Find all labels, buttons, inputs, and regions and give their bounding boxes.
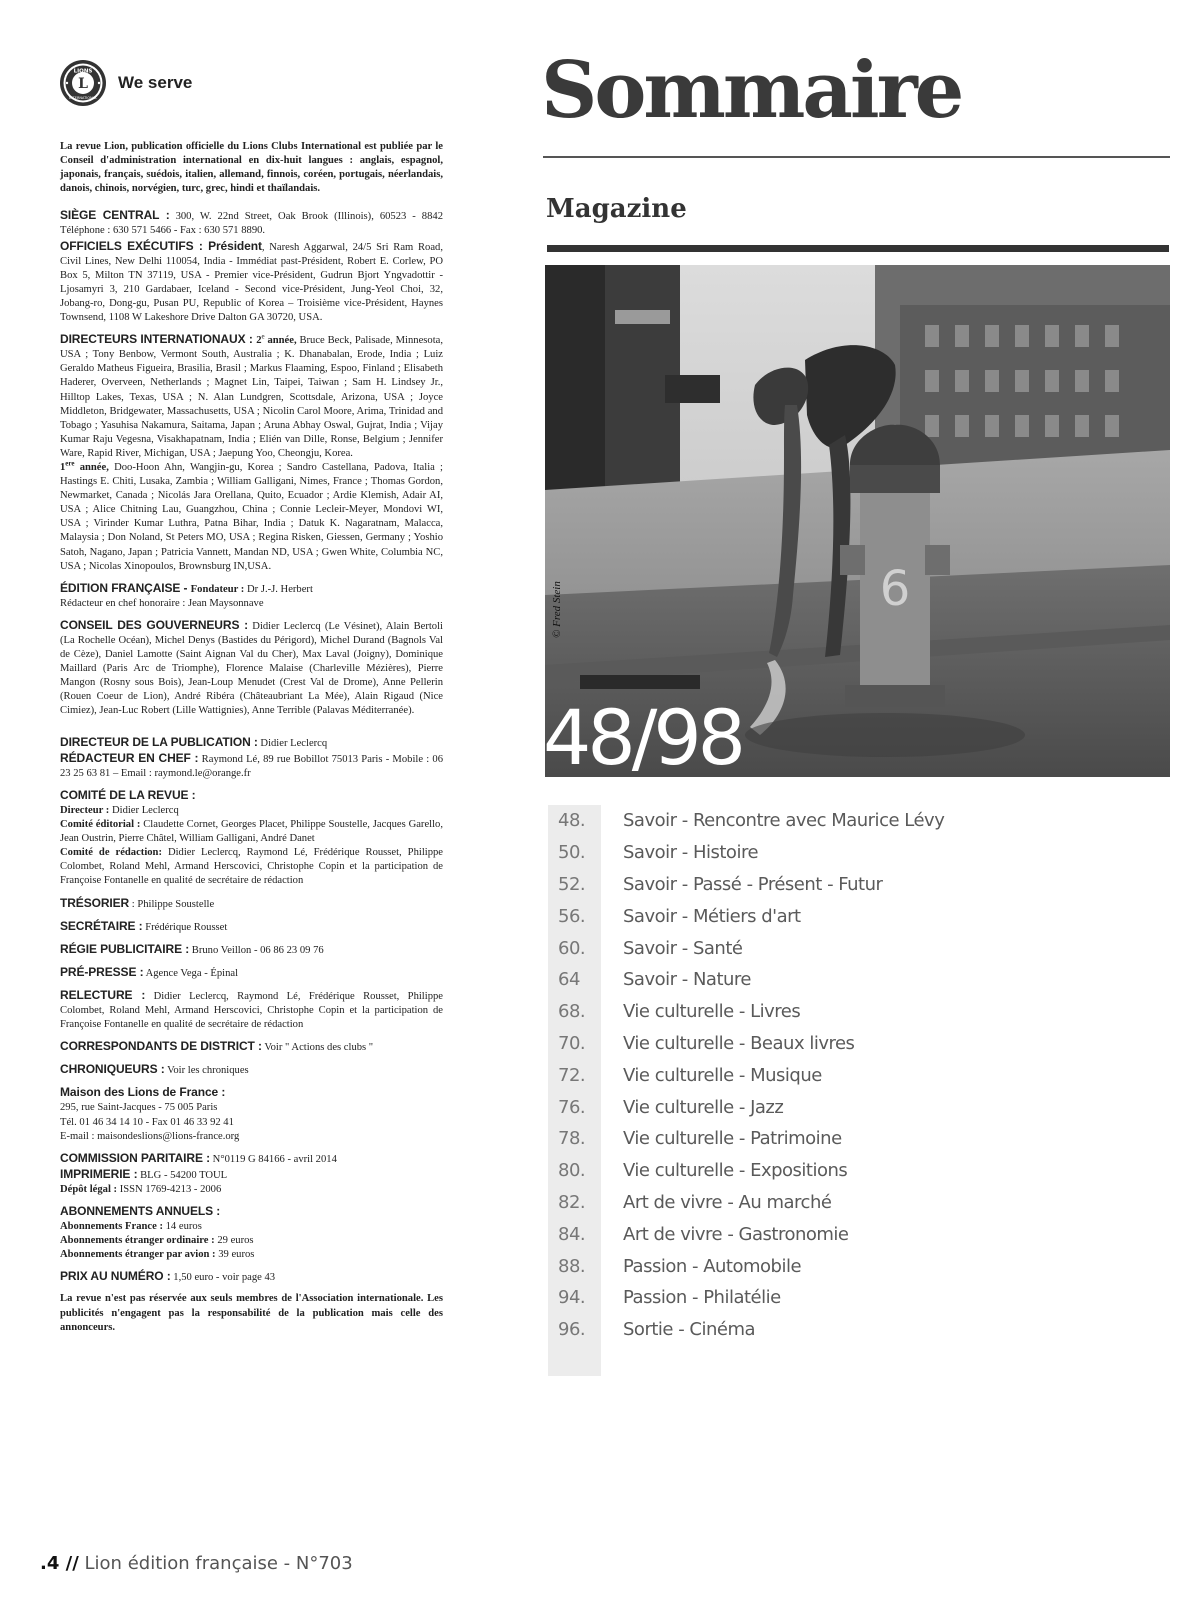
- photo-credit: © Fred Stein: [551, 581, 563, 638]
- toc-item-title: Art de vivre - Gastronomie: [623, 1223, 849, 1245]
- toc-item-title: Vie culturelle - Beaux livres: [623, 1032, 855, 1054]
- toc-item-title: Savoir - Santé: [623, 937, 743, 959]
- toc-item-title: Passion - Automobile: [623, 1255, 802, 1277]
- toc-page-number: 94.: [558, 1287, 586, 1309]
- brand-slogan: We serve: [118, 73, 193, 92]
- title-divider: [543, 156, 1170, 158]
- maison-des-lions-heading: Maison des Lions de France :: [60, 1085, 226, 1100]
- toc-page-number: 48.: [558, 810, 586, 832]
- pre-presse: PRÉ-PRESSE : Agence Vega - Épinal: [60, 964, 239, 979]
- directeur-publication: DIRECTEUR DE LA PUBLICATION : Didier Leclercq: [60, 734, 328, 749]
- toc-page-number: 82.: [558, 1191, 586, 1213]
- masthead: [60, 140, 443, 1335]
- toc-item-title: Vie culturelle - Musique: [623, 1064, 822, 1086]
- toc-item-title: Vie culturelle - Livres: [623, 1001, 801, 1023]
- toc-item[interactable]: [548, 1282, 1148, 1314]
- footer-publication: Lion édition française - N°703: [78, 1553, 353, 1574]
- toc-item[interactable]: [548, 1091, 1148, 1123]
- edition-francaise: ÉDITION FRANÇAISE - Fondateur : Dr J.-J. Herbert: [60, 580, 313, 595]
- toc-item[interactable]: [548, 1028, 1148, 1060]
- directeurs-premiere-annee: 1ere année, Doo-Hoon Ahn, Wangjin-gu, Korea ; Sandro Castellana, Padova, Italia ; Hastings E. Chiti, Lusaka, Zambia ; William Galligani, Nimes, France ; Thomas Gordon, Newmarket, Canada ; Nicolás Jara Orellana, Quito, Ecuador ; Ardie Klemish, Adair AI, USA ; Alice Chitning Lau, Guangzhou, China ; Connie Lecleir-Meyer, Mondovi WI, USA ; Virinder Kumar Luthra, Patna Bihar, India ; Datuk K. Nagaratnam, Malacca, Malaysia ; Don Noland, St Peters MO, USA ; Regina Risken, Giessen, Germany ; Yoshio Satoh, Nagano, Japan ; Patricia Vannett, Mandan ND, USA ; Gwen White, Columbia NC, USA ; Nicolas Xinopoulos, Brownsburg IN,USA.: [60, 459, 444, 572]
- toc-item-title: Savoir - Rencontre avec Maurice Lévy: [623, 810, 945, 832]
- prix-au-numero: PRIX AU NUMÉRO : 1,50 euro - voir page 43: [60, 1269, 276, 1284]
- toc-page-number: 88.: [558, 1255, 586, 1277]
- brand: [59, 58, 192, 108]
- toc-item-title: Vie culturelle - Jazz: [623, 1096, 784, 1118]
- officiels-executifs: OFFICIELS EXÉCUTIFS : Président, Naresh Aggarwal, 24/5 Sri Ram Road, Civil Lines, New Delhi 110054, India - Immédiat past-Président, Robert E. Corlew, PO Box 5, Milton TN 37119, USA - Premier vice-Président, Gudrun Bjort Yngvadottir - Ljosamyri 3, 210 Gardabaer, Iceland - Second vice-Président, Jung-Yeol Choi, 32, Jobang-ro, Dong-gu, Pusan PU, Republic of Korea – Troisième vice-Président, Haynes Townsend, 1108 W Lakeshore Drive Dalton GA 30720, USA.: [60, 238, 444, 324]
- toc-item-title: Sortie - Cinéma: [623, 1319, 756, 1341]
- correspondants-district: CORRESPONDANTS DE DISTRICT : Voir " Actions des clubs ": [60, 1039, 374, 1054]
- toc-page-number: 70.: [558, 1032, 586, 1054]
- redacteur-honoraire: Rédacteur en chef honoraire : Jean Maysonnave: [60, 597, 264, 609]
- toc-item-title: Savoir - Passé - Présent - Futur: [623, 873, 883, 895]
- svg-text:LIONS: LIONS: [73, 68, 93, 75]
- toc-item[interactable]: [548, 1314, 1148, 1346]
- toc-item-title: Savoir - Métiers d'art: [623, 905, 801, 927]
- comite-redaction: Comité de rédaction: Didier Leclercq, Raymond Lé, Frédérique Rousset, Philippe Colombet, Roland Mehl, Armand Herscovici, Christophe Copin et la participation de Françoise Fontanelle en qualité de secrétaire de rédaction: [60, 847, 443, 887]
- toc-page-number: 84.: [558, 1223, 586, 1245]
- toc-page-number: 64: [558, 969, 580, 991]
- lions-logo-icon: [59, 59, 107, 107]
- depot-legal: Dépôt légal : ISSN 1769-4213 - 2006: [60, 1183, 222, 1195]
- toc-page-number: 68.: [558, 1001, 586, 1023]
- toc-item[interactable]: [548, 1187, 1148, 1219]
- toc-page-number: 50.: [558, 842, 586, 864]
- relecture: RELECTURE : Didier Leclercq, Raymond Lé, Frédérique Rousset, Philippe Colombet, Roland Mehl, Armand Herscovici, Christophe Copin et la participation de Françoise Fontanelle en qualité de secrétaire de rédaction: [60, 987, 443, 1031]
- toc-item[interactable]: [548, 869, 1148, 901]
- toc-item[interactable]: [548, 996, 1148, 1028]
- footer-page-number: .4: [40, 1553, 60, 1574]
- toc-item[interactable]: [548, 837, 1148, 869]
- toc-page-number: 52.: [558, 873, 586, 895]
- toc-item[interactable]: [548, 1218, 1148, 1250]
- toc-item[interactable]: [548, 1250, 1148, 1282]
- maison-address: 295, rue Saint-Jacques - 75 005 Paris: [60, 1102, 218, 1114]
- conseil-des-gouverneurs: CONSEIL DES GOUVERNEURS : Didier Leclercq (Le Vésinet), Alain Bertoli (La Rochelle Océan), Michel Denys (Bastides du Périgord), Michel Durand (Bagnols Val de Cèze), Daniel Lamotte (Saint Aignan Val du Cher), Max Laval (Joigny), Dominique Maillard (Paris Arc de Triomphe), Florence Malaise (Charleville Mézières), Pierre Mangon (Rosny sous Bois), Jean-Loup Menudet (Crest Val de Drome), Anne Pellerin (Rouen Coeur de Lion), André Ribéra (Châteaubriant La Mée), Alain Rigaud (Nice Cimiez), Jean-Luc Robert (Lille Wattignies), Anne Terrible (Palavas Méditerranée).: [60, 617, 443, 717]
- toc-page-number: 56.: [558, 905, 586, 927]
- toc-item-title: Savoir - Histoire: [623, 842, 759, 864]
- abonnement-avion: Abonnements étranger par avion : 39 euros: [60, 1249, 255, 1261]
- toc-item[interactable]: [548, 1123, 1148, 1155]
- toc-page-number: 60.: [558, 937, 586, 959]
- tresorier: TRÉSORIER : Philippe Soustelle: [60, 895, 215, 910]
- secretaire: SECRÉTAIRE : Frédérique Rousset: [60, 918, 228, 933]
- commission-paritaire: COMMISSION PARITAIRE : N°0119 G 84166 - avril 2014: [60, 1150, 337, 1165]
- toc-item[interactable]: [548, 900, 1148, 932]
- comite-editorial: Comité éditorial : Claudette Cornet, Georges Placet, Philippe Soustelle, Jacques Garello, Jean Oustrin, Pierre Châtel, William Galligani, André Danet: [60, 819, 443, 845]
- regie-publicitaire: RÉGIE PUBLICITAIRE : Bruno Veillon - 06 86 23 09 76: [60, 941, 324, 956]
- comite-directeur: Directeur : Didier Leclercq: [60, 804, 179, 816]
- section-title: Magazine: [546, 194, 687, 224]
- siege-central: SIÈGE CENTRAL : 300, W. 22nd Street, Oak Brook (Illinois), 60523 - 8842 Téléphone : 630 571 5466 - Fax : 630 571 8890.: [60, 208, 443, 237]
- section-divider: [547, 245, 1169, 252]
- chroniqueurs: CHRONIQUEURS : Voir les chroniques: [60, 1062, 249, 1077]
- toc-item-title: Savoir - Nature: [623, 969, 752, 991]
- toc-item[interactable]: [548, 805, 1148, 837]
- toc-page-number: 76.: [558, 1096, 586, 1118]
- abonnements-heading: ABONNEMENTS ANNUELS :: [60, 1204, 221, 1218]
- footer-separator: //: [59, 1553, 79, 1574]
- svg-text:L: L: [78, 76, 88, 92]
- abonnement-etranger: Abonnements étranger ordinaire : 29 euros: [60, 1235, 254, 1247]
- toc-item-title: Vie culturelle - Expositions: [623, 1160, 848, 1182]
- directeurs-internationaux: DIRECTEURS INTERNATIONAUX : 2e année, Bruce Beck, Palisade, Minnesota, USA ; Tony Benbow, Vermont South, Australia ; K. Dhanabalan, Erode, India ; Luiz Geraldo Matheus Figueira, Brasilia, Brasil ; Markus Flaaming, Espoo, Finland ; Elisabeth Haderer, Overveen, Netherlands ; Magnet Lin, Taipei, Taiwan ; Sam H. Lindsey Jr., Hilltop Lakes, Texas, USA ; N. Alan Lundgren, Scottsdale, Arizona, USA ; Joyce Middleton, Bridgewater, Massachusetts, USA ; Nicolin Carol Moore, Arima, Trinidad and Tobago ; Yasuhisa Nakamura, Saitama, Japan ; Aruna Abhay Oswal, Gujrat, India ; Vijay Kumar Raju Vegesna, Visakhapatnam, India ; Elién van Dille, Ronse, Belgium ; Jennifer Ware, Rapid River, Michigan, USA ; Jaepung Yoo, Cheongju, Korea.: [60, 332, 443, 459]
- toc-item-title: Art de vivre - Au marché: [623, 1191, 832, 1213]
- page-range: 48/98: [543, 693, 743, 782]
- toc-item[interactable]: [548, 932, 1148, 964]
- svg-text:INTERNATIONAL: INTERNATIONAL: [68, 96, 98, 100]
- legal-notice: La revue n'est pas réservée aux seuls membres de l'Association internationale. Les publicités n'engagent pas la responsabilité de la publication mais celle des annonceurs.: [60, 1293, 443, 1333]
- toc-item[interactable]: [548, 1155, 1148, 1187]
- toc-page-number: 78.: [558, 1128, 586, 1150]
- toc-item-title: Vie culturelle - Patrimoine: [623, 1128, 842, 1150]
- toc-item[interactable]: [548, 964, 1148, 996]
- imprimerie: IMPRIMERIE : BLG - 54200 TOUL: [60, 1166, 228, 1181]
- toc-page-number: 72.: [558, 1064, 586, 1086]
- table-of-contents: [548, 805, 1148, 1346]
- toc-page-number: 80.: [558, 1160, 586, 1182]
- toc-page-number: 96.: [558, 1319, 586, 1341]
- maison-phone: Tél. 01 46 34 14 10 - Fax 01 46 33 92 41: [60, 1116, 234, 1128]
- toc-item-title: Passion - Philatélie: [623, 1287, 781, 1309]
- maison-email: E-mail : maisondeslions@lions-france.org: [60, 1130, 240, 1142]
- masthead-intro: La revue Lion, publication officielle du Lions Clubs International est publiée par le Conseil d'administration international en dix-huit langues : anglais, espagnol, japonais, français, suédois, italien, allemand, finnois, coréen, portugais, néerlandais, danois, chinois, norvégien, turc, grec, hindi et thaïlandais.: [60, 141, 443, 195]
- abonnement-france: Abonnements France : 14 euros: [60, 1221, 202, 1233]
- redacteur-en-chef: RÉDACTEUR EN CHEF : Raymond Lé, 89 rue Bobillot 75013 Paris - Mobile : 06 23 25 63 81 – Email : raymond.le@orange.fr: [60, 750, 443, 779]
- toc-item[interactable]: [548, 1059, 1148, 1091]
- svg-text:6: 6: [879, 561, 911, 617]
- comite-revue-heading: COMITÉ DE LA REVUE :: [60, 787, 196, 802]
- page-title: Sommaire: [541, 45, 962, 136]
- page-footer: [40, 1553, 353, 1574]
